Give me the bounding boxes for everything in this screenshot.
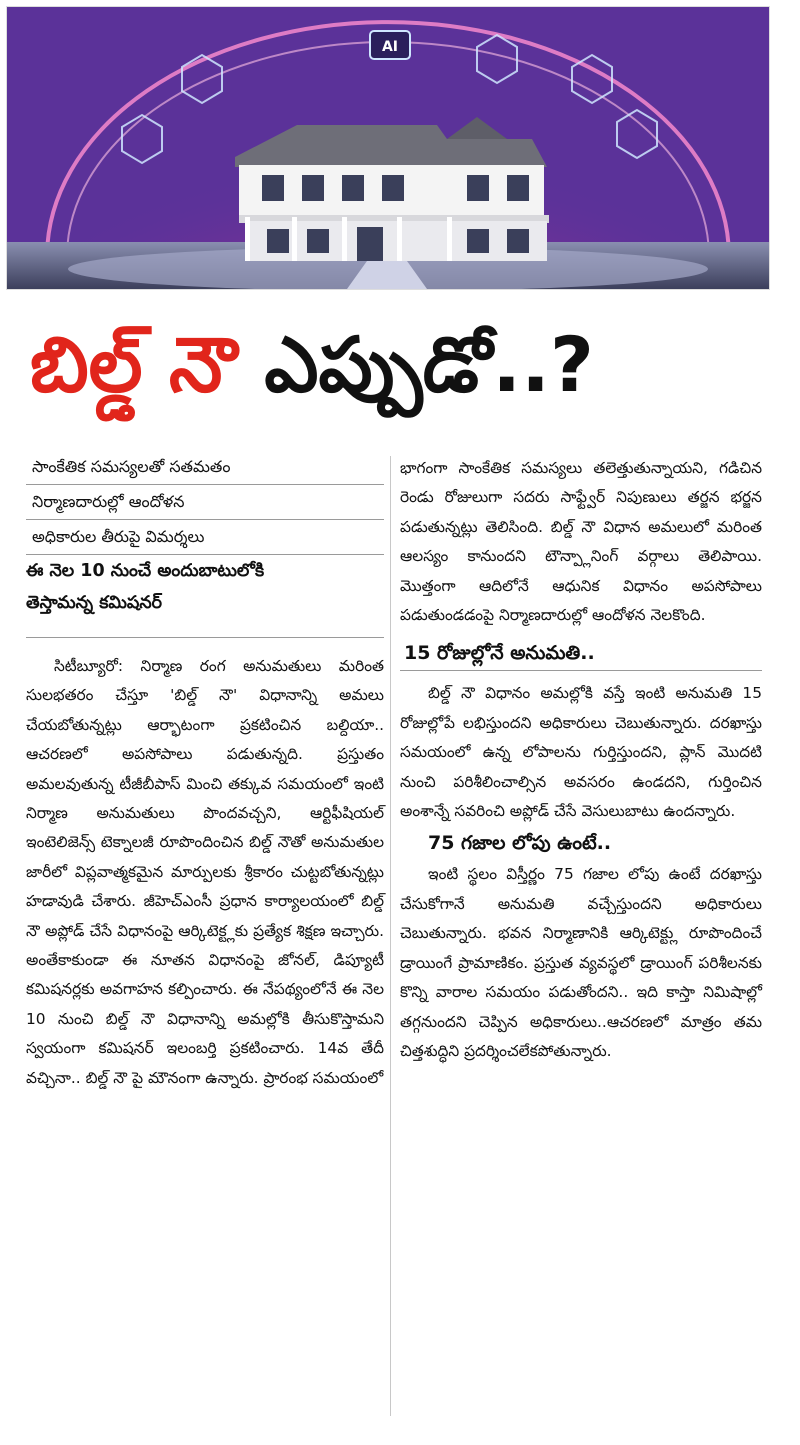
deck-line: తెస్తామన్న కమిషనర్ (26, 593, 162, 613)
body-paragraph: బిల్డ్ నౌ విధానం అమల్లోకి వస్తే ఇంటి అనుమతి 15 రోజుల్లోపే లభిస్తుందని అధికారులు చెబుతున్నారు. దరఖాస్తు సమయంలో ఉన్న లోపాలను గుర్తిస్తుందని, ప్లాన్ మొదటి నుంచి పరిశీలించాల్సిన అవసరం ఉండదని, గుర్తించిన అంశాన్నే సవరించి అప్లోడ్ చేసే వెసులుబాటు ఉందన్నారు. (400, 684, 762, 821)
left-column (26, 450, 384, 1093)
subheading: 75 గజాల లోపు ఉంటే.. (428, 832, 612, 855)
headline (30, 310, 770, 420)
house-icon (235, 117, 549, 261)
deck-line: నిర్మాణదారుల్లో ఆందోళన (26, 485, 384, 520)
subheading: 15 రోజుల్లోనే అనుమతి.. (400, 636, 762, 671)
headline-part-black: ఎప్పుడో..? (264, 320, 595, 409)
headline-part-red: బిల్డ్ నౌ (30, 320, 238, 409)
hero-illustration (6, 6, 770, 290)
right-column (400, 454, 762, 1066)
body-paragraph: సిటీబ్యూరో: నిర్మాణ రంగ అనుమతులు మరింత సులభతరం చేస్తూ 'బిల్డ్ నౌ' విధానాన్ని అమలు చేయబోతున్నట్లు ఆర్భాటంగా ప్రకటించిన బల్దియా.. ఆచరణలో అపసోపాలు పడుతున్నది. ప్రస్తుతం అమలవుతున్న టీజీబీపాస్ మించి తక్కువ సమయంలో ఇంటి నిర్మాణ అనుమతులు పొందవచ్చని, ఆర్టిఫీషియల్ ఇంటెలిజెన్స్ టెక్నాలజీ రూపొందించిన బిల్డ్ నౌతో అనుమతుల జారీలో విప్లవాత్మకమైన మార్పులకు శ్రీకారం చుట్టబోతున్నట్లు హడావుడి చేశారు. జీహెచ్ఎంసీ ప్రధాన కార్యాలయంలో బిల్డ్ నౌ అప్లోడ్ చేసే విధానంపై ఆర్కిటెక్ట్లకు ప్రత్యేక శిక్షణ ఇచ్చారు. అంతేకాకుండా ఈ నూతన విధానంపై జోనల్, డిప్యూటీ కమిషనర్లకు అవగాహన కల్పించారు. ఈ నేపథ్యంలోనే ఈ నెల 10 నుంచి బిల్డ్ నౌ విధానాన్ని అమల్లోకి తీసుకొస్తామని స్వయంగా కమిషనర్ ఇలంబర్తి ప్రకటించారు. 14వ తేదీ వచ్చినా.. బిల్డ్ నౌ పై మౌనంగా ఉన్నారు. ప్రారంభ సమయంలో (26, 657, 384, 1087)
deck-line: అధికారుల తీరుపై విమర్శలు (26, 520, 384, 555)
deck-line: ఈ నెల 10 నుంచే అందుబాటులోకి (26, 561, 265, 581)
ai-badge-text: AI (381, 39, 399, 55)
deck-line: సాంకేతిక సమస్యలతో సతమతం (26, 450, 384, 485)
house-ai-illustration (7, 7, 769, 289)
deck-divider (26, 621, 384, 638)
body-paragraph: భాగంగా సాంకేతిక సమస్యలు తలెత్తుతున్నాయని, గడిచిన రెండు రోజులుగా సదరు సాఫ్ట్వేర్ నిపుణులు తర్జన భర్జన పడుతున్నట్లు తెలిసింది. బిల్డ్ నౌ విధాన అమలులో మరింత ఆలస్యం కానుందని టౌన్ప్లానింగ్ వర్గాలు తెలిపాయి. మొత్తంగా ఆదిలోనే ఆధునిక విధానం అపసోపాలు పడుతుండడంపై నిర్మాణదారుల్లో ఆందోళన నెలకొంది. (400, 459, 762, 625)
column-divider (390, 456, 391, 1416)
body-paragraph: ఇంటి స్థలం విస్తీర్ణం 75 గజాల లోపు ఉంటే దరఖాస్తు చేసుకోగానే అనుమతి వచ్చేస్తుందని అధికారులు చెబుతున్నారు. భవన నిర్మాణానికి ఆర్కిటెక్ట్లు రూపొందించే డ్రాయింగే ప్రామాణికం. ప్రస్తుత వ్యవస్థలో డ్రాయింగ్ పరిశీలనకు కొన్ని వారాల సమయం పడుతోందని.. ఇది కాస్తా నిమిషాల్లో తగ్గనుందని చెప్పిన అధికారులు..ఆచరణలో మాత్రం తమ చిత్తశుద్ధిని ప్రదర్శించలేకపోతున్నారు. (400, 865, 762, 1060)
